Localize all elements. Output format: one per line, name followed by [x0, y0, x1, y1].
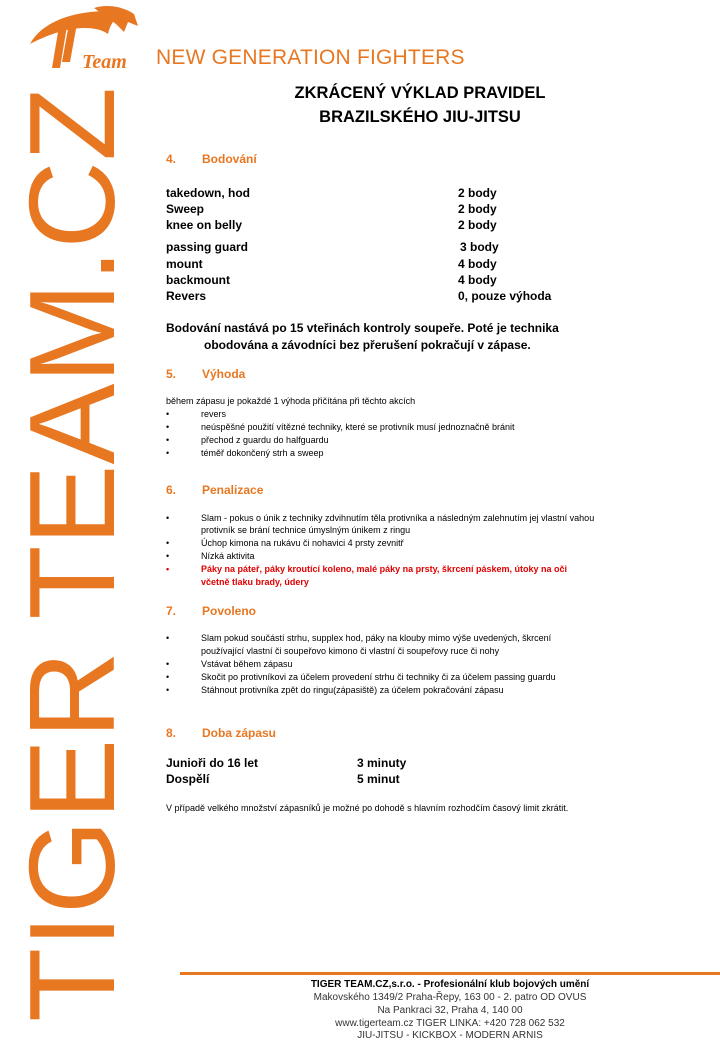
- list-item: téměř dokončený strh a sweep: [201, 448, 324, 458]
- score-value: 2 body: [458, 202, 497, 216]
- section-heading-vyhoda: [166, 367, 245, 381]
- bullet-dot: •: [166, 633, 170, 643]
- list-item: Stáhnout protivníka zpět do ringu(zápasiště) za účelem pokračování zápasu: [201, 685, 504, 695]
- section-number: 4.: [166, 152, 177, 166]
- list-item-continuation: protivník se brání technice úmyslným únikem z ringu: [201, 525, 411, 535]
- footer-address-2: Na Pankraci 32, Praha 4, 140 00: [377, 1005, 523, 1016]
- section-number: 5.: [166, 367, 177, 381]
- score-value: 4 body: [458, 257, 497, 271]
- footer-disciplines: JIU-JITSU - KICKBOX - MODERN ARNIS: [357, 1030, 543, 1041]
- score-label: knee on belly: [166, 218, 243, 232]
- tagline: NEW GENERATION FIGHTERS: [156, 46, 465, 69]
- list-item: Slam - pokus o únik z techniky zdvihnutím těla protivníka a následným zalehnutím jej vlastní vahou: [201, 513, 595, 523]
- time-value: 5 minut: [357, 772, 400, 786]
- list-item: přechod z guardu do halfguardu: [201, 435, 329, 445]
- time-limit-note: V případě velkého množství zápasníků je možné po dohodě s hlavním rozhodčím časový limit zkrátit.: [166, 803, 569, 813]
- bullet-dot: •: [166, 409, 170, 419]
- score-value: 2 body: [458, 186, 497, 200]
- bullet-dot: •: [166, 564, 170, 574]
- section-heading-doba: [166, 726, 276, 740]
- tiger-team-logo: [24, 4, 144, 76]
- bullet-dot: •: [166, 672, 170, 682]
- score-value: 2 body: [458, 218, 497, 232]
- logo-text: Team: [82, 51, 127, 73]
- section-number: 7.: [166, 604, 177, 618]
- footer-divider: [180, 972, 720, 975]
- bullet-dot: •: [166, 422, 170, 432]
- score-value: 4 body: [458, 273, 497, 287]
- list-item: Skočit po protivníkovi za účelem provedení strhu či techniky či za účelem passing guardu: [201, 672, 556, 682]
- list-item: Vstávat během zápasu: [201, 659, 293, 669]
- section-number: 8.: [166, 726, 177, 740]
- score-value: 0, pouze výhoda: [458, 289, 552, 303]
- section-number: 6.: [166, 483, 177, 497]
- section-heading-povoleno: [166, 604, 256, 618]
- section-heading-penalizace: [166, 483, 263, 497]
- section-title: Bodování: [202, 152, 257, 166]
- bullet-dot: •: [166, 513, 170, 523]
- section-title: Doba zápasu: [202, 726, 277, 740]
- scoring-note: obodována a závodníci bez přerušení pokračují v zápase.: [204, 338, 531, 352]
- list-item: neúspěšné použití vítězné techniky, které se protivník musí jednoznačně bránit: [201, 422, 515, 432]
- list-item: Nízká aktivita: [201, 551, 255, 561]
- list-item-continuation: včetně tlaku brady, údery: [201, 577, 309, 587]
- score-value: 3 body: [460, 240, 499, 254]
- bullet-dot: •: [166, 448, 170, 458]
- score-label: Revers: [166, 289, 207, 303]
- list-item-forbidden: Páky na páteř, páky kroutící koleno, malé páky na prsty, škrcení páskem, útoky na oči: [201, 564, 567, 574]
- bullet-dot: •: [166, 551, 170, 561]
- footer-company: TIGER TEAM.CZ,s.r.o. - Profesionální klub bojových umění: [310, 979, 590, 990]
- section-title: Penalizace: [202, 483, 264, 497]
- list-item: Úchop kimona na rukávu či nohavici 4 prsty zevnitř: [201, 538, 404, 548]
- time-label: Junioři do 16 let: [166, 756, 259, 770]
- list-item-continuation: používající vlastní či soupeřovo kimono či vlastní či soupeřovy ruce či nohy: [201, 646, 500, 656]
- score-label: backmount: [166, 273, 231, 287]
- list-item: revers: [201, 409, 227, 419]
- score-label: Sweep: [166, 202, 205, 216]
- bullet-dot: •: [166, 659, 170, 669]
- bullet-dot: •: [166, 538, 170, 548]
- vertical-brand-text: [4, 82, 140, 1024]
- score-label: passing guard: [166, 240, 249, 254]
- svg-text:TIGER TEAM.CZ: TIGER TEAM.CZ: [4, 82, 140, 1022]
- bullet-dot: •: [166, 685, 170, 695]
- title-line-2: BRAZILSKÉHO JIU-JITSU: [319, 108, 521, 126]
- section-heading-bodovani: [166, 152, 257, 166]
- advantage-intro: během zápasu je pokaždé 1 výhoda přičítána při těchto akcích: [166, 396, 416, 406]
- footer-address-1: Makovského 1349/2 Praha-Řepy, 163 00 - 2. patro OD OVUS: [313, 992, 587, 1003]
- bullet-dot: •: [166, 435, 170, 445]
- score-label: mount: [166, 257, 203, 271]
- section-title: Povoleno: [202, 604, 257, 618]
- section-title: Výhoda: [202, 367, 246, 381]
- time-label: Dospělí: [166, 772, 210, 786]
- list-item: Slam pokud součástí strhu, supplex hod, páky na klouby mimo výše uvedených, škrcení: [201, 633, 552, 643]
- scoring-note: Bodování nastává po 15 vteřinách kontroly soupeře. Poté je technika: [166, 321, 559, 335]
- score-label: takedown, hod: [166, 186, 250, 200]
- title-line-1: ZKRÁCENÝ VÝKLAD PRAVIDEL: [294, 84, 546, 102]
- time-value: 3 minuty: [357, 756, 407, 770]
- footer-contact: www.tigerteam.cz TIGER LINKA: +420 728 062 532: [335, 1018, 565, 1029]
